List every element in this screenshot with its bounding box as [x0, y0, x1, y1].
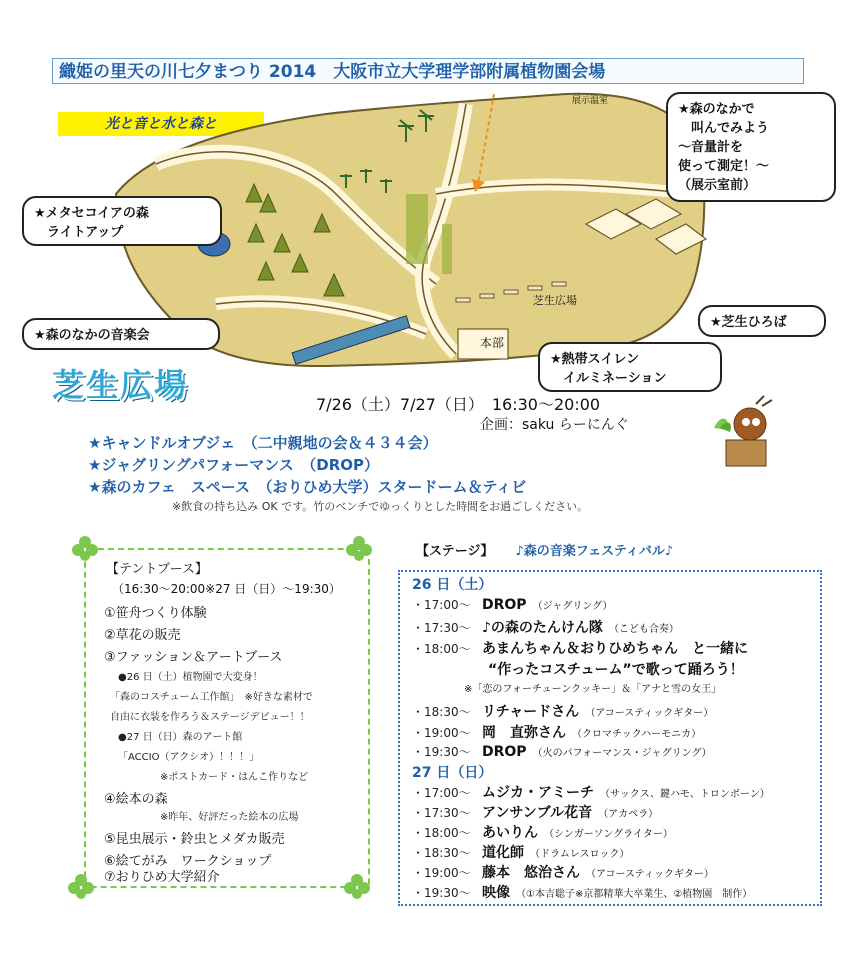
tent-item: ④絵本の森 — [104, 792, 168, 807]
schedule-act: あまんちゃん＆おりひめちゃん と一緒に — [482, 641, 748, 657]
schedule-desc: ※「恋のフォーチューンクッキー」＆「アナと雪の女王」 — [464, 684, 722, 695]
tent-item: ②草花の販売 — [104, 628, 181, 643]
tent-heading: 【テントブース】 — [106, 562, 208, 577]
schedule-desc: （サックス、鍵ハモ、トロンボーン） — [600, 789, 770, 800]
schedule-row — [412, 882, 752, 902]
schedule-desc: （アコースティックギター） — [586, 869, 714, 880]
venue-event-juggling: ★ジャグリングパフォーマンス （DROP） — [88, 456, 379, 474]
tent-detail: ●26 日（土）植物園で大変身！ — [118, 672, 263, 683]
schedule-act: DROP — [482, 597, 527, 613]
schedule-time: ・19:00～ — [412, 726, 471, 740]
tent-detail: 「ACCIO（アクシオ）！！！」 — [118, 752, 260, 763]
event-title-banner: 織姫の里天の川七夕まつり 2014 大阪市立大学理学部附属植物園会場 — [52, 58, 804, 84]
schedule-time: ・18:30～ — [412, 705, 471, 719]
venue-title: 芝生広場 — [52, 366, 189, 404]
venue-note: ※飲食の持ち込み OK です。竹のベンチでゆっくりとした時間をお過ごしください。 — [172, 500, 589, 513]
tent-detail: ※昨年、好評だった絵本の広場 — [160, 812, 299, 823]
schedule-row — [458, 680, 721, 696]
schedule-desc: （アカペラ） — [598, 809, 659, 820]
schedule-row — [412, 782, 770, 802]
schedule-desc: （①本吉聡子※京都精華大卒業生、②植物園 制作） — [516, 889, 753, 900]
schedule-time: ・17:00～ — [412, 598, 471, 612]
schedule-act: アンサンブル花音 — [482, 805, 593, 821]
callout-metasequoia: ★メタセコイアの森 ライトアップ — [22, 196, 222, 246]
map-label-display-room: 展示温室 — [572, 96, 609, 106]
schedule-row — [412, 701, 713, 721]
schedule-act: あいりん — [482, 825, 538, 841]
callout-music-forest: ★森のなかの音楽会 — [22, 318, 220, 350]
schedule-act: “作ったコスチューム”で歌って踊ろう！ — [488, 662, 744, 678]
schedule-act: DROP — [482, 744, 527, 760]
tent-detail: 自由に衣装を作ろう＆ステージデビュー！！ — [110, 712, 310, 723]
event-planner: 企画：saku らーにんぐ — [480, 417, 629, 433]
schedule-act: 岡 直弥さん — [482, 725, 566, 741]
schedule-row — [412, 596, 612, 613]
schedule-time: ・19:30～ — [412, 886, 471, 900]
schedule-row — [412, 842, 629, 862]
event-dates: 7/26（土）7/27（日） 16:30～20:00 — [316, 395, 601, 414]
map-label-shiba-hiroba: 芝生広場 — [533, 294, 577, 307]
schedule-row — [412, 802, 658, 822]
schedule-desc: （シンガーソングライター） — [544, 829, 673, 840]
tent-item: ①笹舟つくり体験 — [104, 606, 207, 621]
stage-festival-name: ♪森の音楽フェスティバル♪ — [515, 544, 674, 559]
schedule-time: ・17:30～ — [412, 806, 471, 820]
stage-header — [416, 540, 673, 559]
event-subtitle-banner: 光と音と水と森と — [58, 112, 264, 136]
callout-mori-sakebu: ★森のなかで 叫んでみよう ～音量計を 使って測定！～ （展示室前） — [666, 92, 836, 202]
tent-detail: 「森のコスチューム工作館」 ※好きな素材で — [110, 692, 313, 703]
schedule-act: ♪の森のたんけん隊 — [482, 620, 603, 636]
schedule-act: 映像 — [482, 885, 510, 901]
schedule-act: リチャードさん — [482, 704, 580, 720]
schedule-time: ・18:00～ — [412, 826, 471, 840]
schedule-row — [412, 638, 754, 658]
tent-detail: ※ポストカード・はんこ作りなど — [160, 772, 309, 783]
schedule-row — [412, 617, 679, 637]
schedule-time: ・17:30～ — [412, 621, 471, 635]
schedule-time: ・19:30～ — [412, 745, 471, 759]
schedule-act: ムジカ・アミーチ — [482, 785, 594, 801]
schedule-row — [488, 659, 750, 679]
schedule-row — [412, 862, 714, 882]
schedule-row — [412, 743, 712, 760]
tent-item: ⑥絵てがみ ワークショップ — [104, 854, 272, 869]
schedule-row — [412, 822, 673, 842]
schedule-desc: （ジャグリング） — [532, 601, 613, 612]
schedule-desc: （クロマチックハーモニカ） — [572, 729, 702, 740]
schedule-time: ・17:00～ — [412, 786, 471, 800]
schedule-desc: （火のパフォーマンス・ジャグリング） — [532, 748, 712, 759]
day1-label: 26 日（土） — [412, 577, 493, 593]
tent-hours: （16:30～20:00※27 日（日）～19:30） — [112, 582, 341, 596]
tent-detail: ●27 日（日）森のアート館 — [118, 732, 243, 743]
schedule-act: 道化師 — [482, 845, 524, 861]
schedule-desc: （こども合奏） — [608, 624, 679, 635]
schedule-time: ・19:00～ — [412, 866, 471, 880]
schedule-act: 藤本 悠治さん — [482, 865, 580, 881]
schedule-row — [412, 722, 701, 742]
schedule-desc: （アコースティックギター） — [585, 708, 714, 719]
schedule-desc: （ドラムレスロック） — [530, 849, 630, 860]
venue-event-candle: ★キャンドルオブジェ （二中親地の会＆４３４会） — [88, 434, 438, 452]
schedule-time: ・18:30～ — [412, 846, 471, 860]
day2-label: 27 日（日） — [412, 765, 493, 781]
mascot-character-icon — [706, 392, 786, 472]
schedule-time: ・18:00～ — [412, 642, 471, 656]
map-label-honbu: 本部 — [480, 336, 505, 350]
callout-shiba-hiroba: ★芝生ひろば — [698, 305, 826, 337]
callout-suiren: ★熱帯スイレン イルミネーション — [538, 342, 722, 392]
stage-heading: 【ステージ】 — [416, 544, 494, 559]
venue-event-cafe: ★森のカフェ スペース （おりひめ大学）スタードーム＆ティビ — [88, 478, 527, 496]
tent-item: ③ファッション＆アートブース — [104, 650, 283, 665]
tent-item: ⑤昆虫展示・鈴虫とメダカ販売 — [104, 832, 285, 847]
tent-item: ⑦おりひめ大学紹介 — [104, 870, 220, 885]
